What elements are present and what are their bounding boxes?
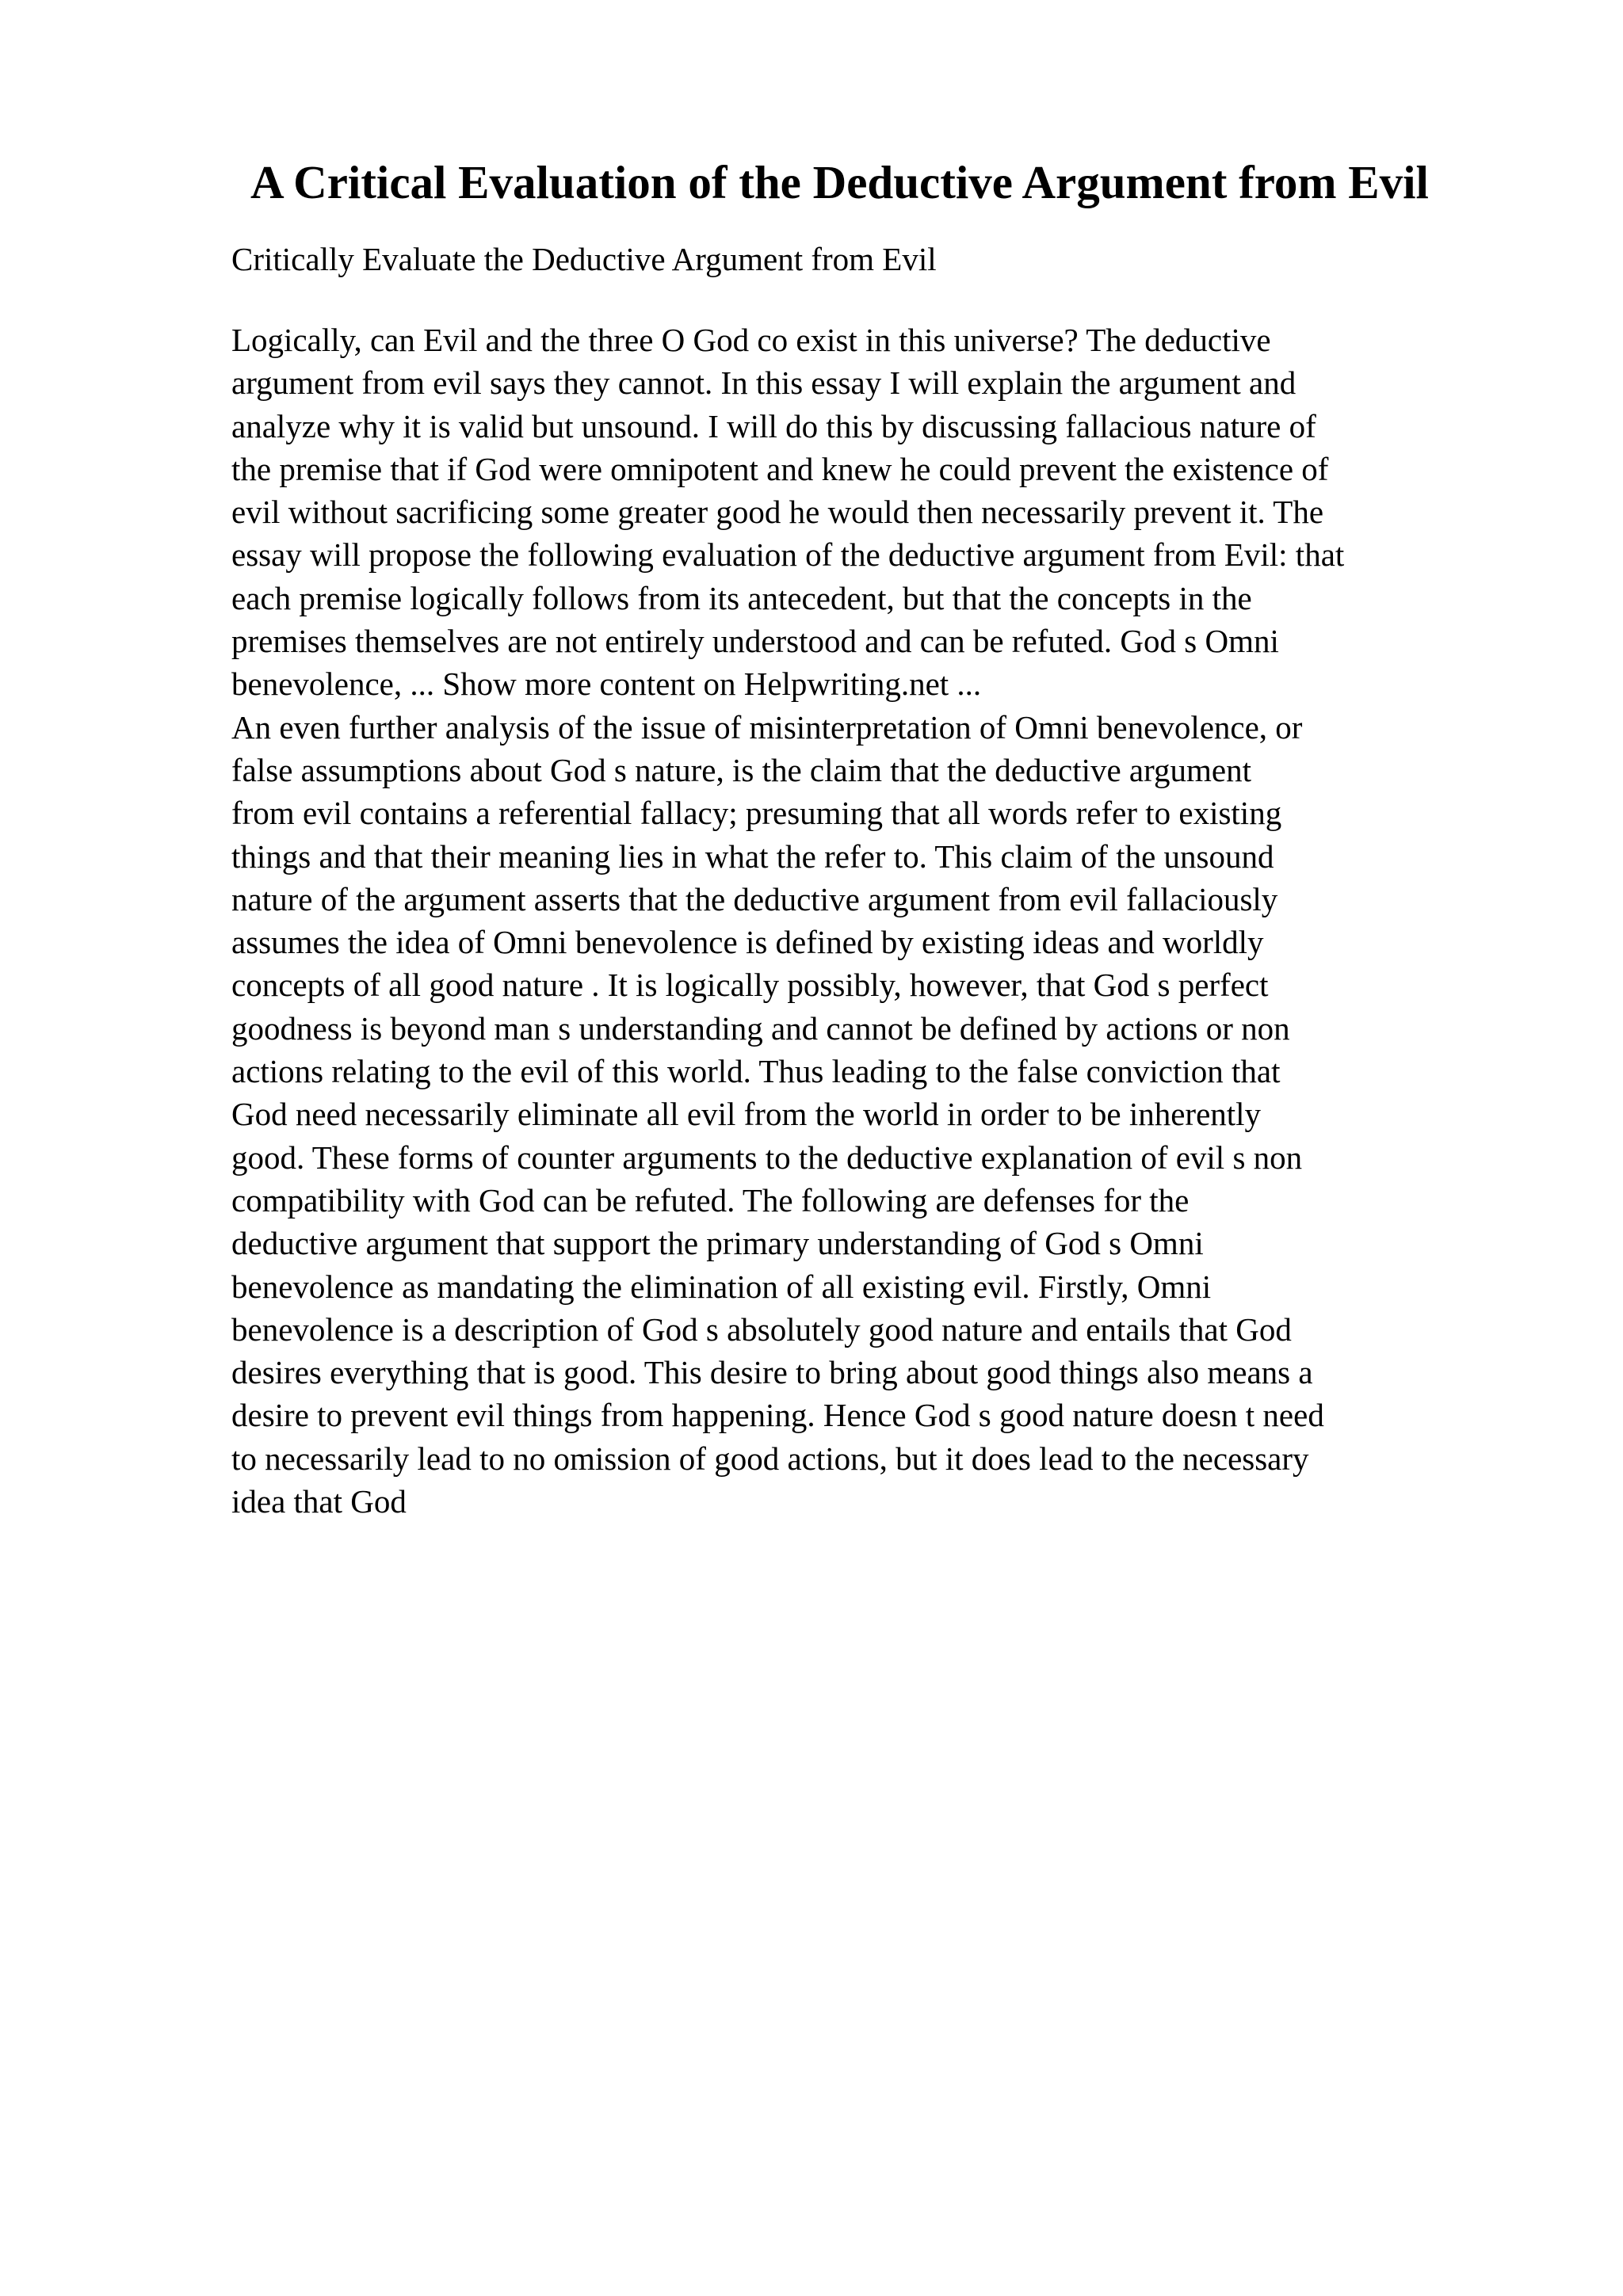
essay-line: idea that God <box>231 1483 407 1520</box>
essay-line: desires everything that is good. This desire to bring about good things also means a <box>231 1354 1313 1391</box>
essay-line: nature of the argument asserts that the deductive argument from evil fallaciously <box>231 880 1278 917</box>
essay-line: evil without sacrificing some greater good he would then necessarily prevent it. The <box>231 494 1324 531</box>
essay-line: compatibility with God can be refuted. The following are defenses for the <box>231 1181 1190 1219</box>
essay-line: benevolence is a description of God s absolutely good nature and entails that God <box>231 1310 1292 1348</box>
essay-line: benevolence, ... Show more content on Helpwriting.net ... <box>231 666 982 703</box>
essay-line: An even further analysis of the issue of misinterpretation of Omni benevolence, or <box>231 708 1303 746</box>
essay-line: deductive argument that support the primary understanding of God s Omni <box>231 1225 1204 1262</box>
essay-line: each premise logically follows from its antecedent, but that the concepts in the <box>231 579 1252 616</box>
essay-line: to necessarily lead to no omission of good actions, but it does lead to the necessary <box>231 1440 1309 1477</box>
essay-line: assumes the idea of Omni benevolence is defined by existing ideas and worldly <box>231 924 1264 961</box>
document-subtitle: Critically Evaluate the Deductive Argument from Evil <box>231 241 937 277</box>
essay-line: Logically, can Evil and the three O God co exist in this universe? The deductive <box>231 322 1271 358</box>
essay-body <box>231 318 1515 1523</box>
essay-line: essay will propose the following evaluation of the deductive argument from Evil: that <box>231 536 1345 574</box>
essay-line: God need necessarily eliminate all evil from the world in order to be inherently <box>231 1096 1262 1133</box>
document-title: A Critical Evaluation of the Deductive Argument from Evil <box>250 156 1429 208</box>
essay-line: benevolence as mandating the elimination of all existing evil. Firstly, Omni <box>231 1268 1212 1305</box>
essay-line: premises themselves are not entirely understood and can be refuted. God s Omni <box>231 623 1279 660</box>
essay-line: things and that their meaning lies in what the refer to. This claim of the unsound <box>231 837 1274 875</box>
essay-line: argument from evil says they cannot. In this essay I will explain the argument and <box>231 364 1296 402</box>
essay-line: the premise that if God were omnipotent and knew he could prevent the existence of <box>231 450 1329 487</box>
essay-line: false assumptions about God s nature, is the claim that the deductive argument <box>231 751 1252 788</box>
essay-line: goodness is beyond man s understanding and cannot be defined by actions or non <box>231 1009 1290 1047</box>
essay-line: concepts of all good nature . It is logically possibly, however, that God s perfect <box>231 967 1269 1004</box>
essay-line: good. These forms of counter arguments to the deductive explanation of evil s non <box>231 1138 1303 1176</box>
essay-line: desire to prevent evil things from happening. Hence God s good nature doesn t need <box>231 1397 1324 1434</box>
document-page <box>231 151 1515 1523</box>
essay-line: analyze why it is valid but unsound. I will do this by discussing fallacious nature of <box>231 407 1316 444</box>
essay-line: from evil contains a referential fallacy; presuming that all words refer to existing <box>231 795 1282 832</box>
essay-line: actions relating to the evil of this world. Thus leading to the false conviction that <box>231 1053 1281 1090</box>
